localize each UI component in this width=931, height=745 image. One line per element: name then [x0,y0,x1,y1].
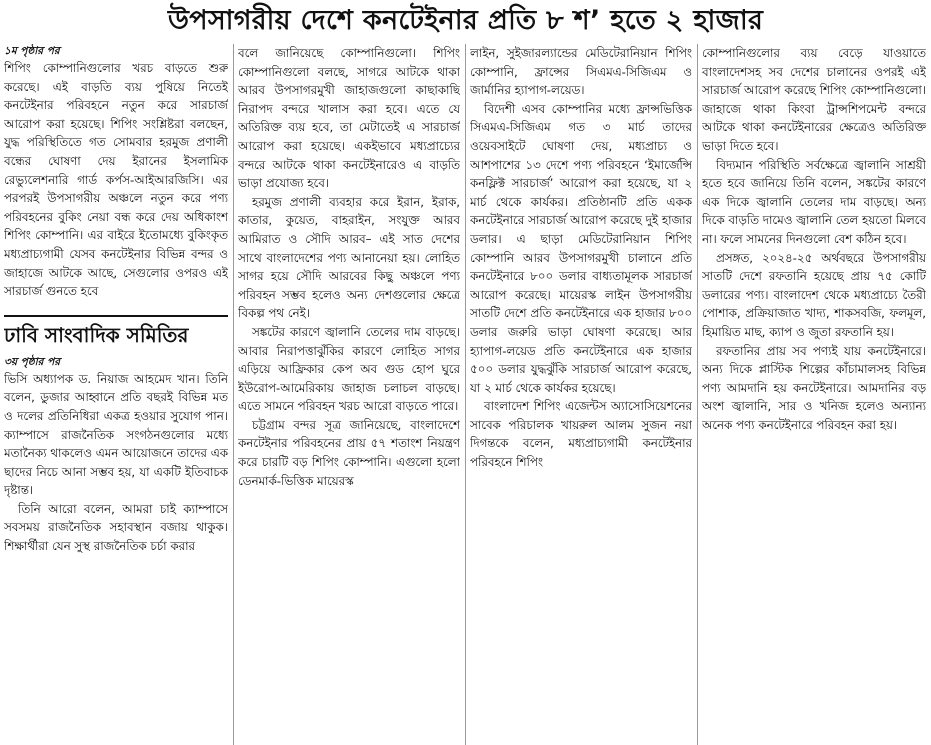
column-divider [233,44,234,745]
continued-from-label: ৩য় পৃষ্ঠার পর [4,355,61,368]
article-paragraph: কোম্পানিগুলোর ব্যয় বেড়ে যাওয়াতে বাংলাদেশসহ সব দেশের চালানের ওপরই এই সারচার্জ আরোপ করেছে শিপিং কোম্পানিগুলো। জাহাজে থাকা কিংবা ট্রান্সশিপমেন্ট বন্দরে আটকে থাকা কনটেইনারের ক্ষেত্রেও অতিরিক্ত ভাড়া দিতে হবে। [702,46,926,153]
article-paragraph: হরমুজ প্রণালী ব্যবহার করে ইরান, ইরাক, কাতার, কুয়েত, বাহরাইন, সংযুক্ত আরব আমিরাত ও সৌদি আরব– এই সাত দেশের সাথে বাংলাদেশের পণ্য আনানেয়া হয়। লোহিত সাগর হয়ে সৌদি আরবের কিছু অঞ্চলে পণ্য পরিবহন সম্ভব হলেও অন্য দেশগুলোর ক্ষেত্রে বিকল্প পথ নেই। [238,194,460,321]
article-paragraph: প্রসঙ্গত, ২০২৪-২৫ অর্থবছরে উপসাগরীয় সাতটি দেশে রফতানি হয়েছে প্রায় ৭৫ কোটি ডলারের পণ্য। বাংলাদেশ থেকে মধ্যপ্রাচ্যে তৈরী পোশাক, প্রক্রিয়াজাত খাদ্য, শাকসবজি, ফলমূল, হিমায়িত মাছ, ক্যাপ ও জুতা রফতানি হয়। [702,250,926,339]
article-paragraph: বিদ্যমান পরিস্থিতি সর্বক্ষেত্রে জ্বালানি সাশ্রয়ী হতে হবে জানিয়ে তিনি বলেন, সঙ্কটের কারণে এক দিকে জ্বালানি তেলের দাম বাড়ছে। অন্য দিকে বাড়তি দামেও জ্বালানি তেল হয়তো মিলবে না। ফলে সামনের দিনগুলো বেশ কঠিন হবে। [702,157,926,246]
article-paragraph: বাংলাদেশ শিপিং এজেন্টস অ্যাসোসিয়েশনের সাবেক পরিচালক খায়রুল আলম সুজন নয়া দিগন্তকে বলেন, মধ্যপ্রাচ্যগামী কনটেইনার পরিবহনে শিপিং [470,399,692,470]
article-paragraph: বলে জানিয়েছে কোম্পানিগুলো। শিপিং কোম্পানিগুলো বলছে, সাগরে আটকে থাকা আরব উপসাগরমুখী জাহাজগুলো কাছাকাছি নিরাপদ বন্দরে খালাস করা হবে। এতে যে অতিরিক্ত ব্যয় হবে, তা মেটাতেই এ সারচার্জ আরোপ করা হয়েছে। একইভাবে মধ্যপ্রাচ্যের বন্দরে আটকে থাকা কনটেইনারেও এ বাড়তি ভাড়া প্রযোজ্য হবে। [238,46,460,191]
article-paragraph: লাইন, সুইজারল্যান্ডের মেডিটেরানিয়ান শিপিং কোম্পানি, ফ্রান্সের সিএমএ-সিজিএম ও জার্মানির হ্যাপাগ-লয়েড। [470,46,692,98]
article-paragraph: বিদেশী এসব কোম্পানির মধ্যে ফ্রান্সভিত্তিক সিএমএ-সিজিএম গত ৩ মার্চ তাদের ওয়েবসাইটে ঘোষণা দেয়, মধ্যপ্রাচ্য ও আশপাশের ১৩ দেশে পণ্য পরিবহনে ‘ইমার্জেন্সি কনফ্লিক্ট সারচার্জ’ আরোপ করা হয়েছে, যা ২ মার্চ থেকে কার্যকর। প্রতিষ্ঠানটি প্রতি একক কনটেইনারে সারচার্জ আরোপ করেছে দুই হাজার ডলার। এ ছাড়া মেডিটেরানিয়ান শিপিং কোম্পানি আরব উপসাগরমুখী চালানে প্রতি কনটেইনারে ৮০০ ডলার বাধ্যতামূলক সারচার্জ আরোপ করেছে। মায়েরস্ক লাইন উপসাগরীয় সাতটি দেশে প্রতি কনটেইনারে এক হাজার ৮০০ ডলার জরুরি ভাড়া ঘোষণা করেছে। আর হ্যাপাগ-লয়েড প্রতি কনটেইনারে এক হাজার ৫০০ ডলার যুদ্ধঝুঁকি সারচার্জ আরোপ করেছে, যা ২ মার্চ থেকে কার্যকর হয়েছে। [470,101,692,395]
column-divider [465,44,466,745]
article-paragraph: রফতানির প্রায় সব পণ্যই যায় কনটেইনারে। অন্য দিকে প্লাস্টিক শিল্পের কাঁচামালসহ বিভিন্ন পণ্য আমদানি হয় কনটেইনারে। আমদানির বড় অংশ জ্বালানি, সার ও খনিজ হলেও অন্যান্য অনেক পণ্য কনটেইনারে পরিবহন করা হয়। [702,343,926,432]
article-column-3 [470,44,692,745]
second-article-title: ঢাবি সাংবাদিক সমিতির [4,315,228,349]
article-column-1 [4,44,228,745]
article-paragraph: সঙ্কটের কারণে জ্বালানি তেলের দাম বাড়ছে। আবার নিরাপত্তাঝুঁকির কারণে লোহিত সাগর এড়িয়ে আফ্রিকার কেপ অব গুড হোপ ঘুরে ইউরোপ-আমেরিকায় জাহাজ চলাচল বাড়ছে। এতে সামনে পরিবহন খরচ আরো বাড়তে পারে। [238,324,460,414]
article-column-2 [238,44,460,745]
article-paragraph: শিপিং কোম্পানিগুলোর খরচ বাড়তে শুরু করেছে। এই বাড়তি ব্যয় পুষিয়ে নিতেই কনটেইনার পরিবহনে নতুন করে সারচার্জ আরোপ করা হয়েছে। শিপিং সংশ্লিষ্টরা বলছেন, যুদ্ধ পরিস্থিতিতে গত সোমবার হরমুজ প্রণালী বন্ধের ঘোষণা দেয় ইরানের ইসলামিক রেভ্যুলেশনারি গার্ড কর্পস-আইআরজিসি। এর পরপরই উপসাগরীয় অঞ্চলে নতুন করে পণ্য পরিবহনের বুকিং নেয়া বন্ধ করে দেয় অধিকাংশ শিপিং কোম্পানি। এর বাইরে ইতোমধ্যে বুকিংকৃত মধ্যপ্রাচ্যগামী যেসব কনটেইনার বিভিন্ন বন্দর ও জাহাজে আটকে আছে, সেগুলোর ওপরও এই সারচার্জ গুনতে হবে [4,61,228,299]
article-paragraph: চট্টগ্রাম বন্দর সূত্র জানিয়েছে, বাংলাদেশে কনটেইনার পরিবহনের প্রায় ৫৭ শতাংশ নিয়ন্ত্রণ করে চারটি বড় শিপিং কোম্পানি। এগুলো হলো ডেনমার্ক-ভিত্তিক মায়েরস্ক [238,417,460,488]
article-column-4 [702,44,926,745]
column-divider [697,44,698,745]
article-paragraph: ভিসি অধ্যাপক ড. নিয়াজ আহমেদ খান। তিনি বলেন, ডুজার আহ্বানে প্রতি বছরই বিভিন্ন মত ও দলের প্রতিনিধিরা একত্র হওয়ার সুযোগ পান। ক্যাম্পাসে রাজনৈতিক সংগঠনগুলোর মধ্যে মতানৈক্য থাকলেও এমন আয়োজনে তাদের এক ছাদের নিচে আনা সম্ভব হয়, যা একটি ইতিবাচক দৃষ্টান্ত। [4,371,228,498]
headline: উপসাগরীয় দেশে কনটেইনার প্রতি ৮ শ’ হতে ২ হাজার [167,5,764,36]
continued-from-label: ১ম পৃষ্ঠার পর [4,45,60,57]
article-paragraph: তিনি আরো বলেন, আমরা চাই ক্যাম্পাসে সবসময় রাজনৈতিক সহাবস্থান বজায় থাকুক। শিক্ষার্থীরা যেন সুস্থ রাজনৈতিক চর্চা করার [4,501,228,554]
